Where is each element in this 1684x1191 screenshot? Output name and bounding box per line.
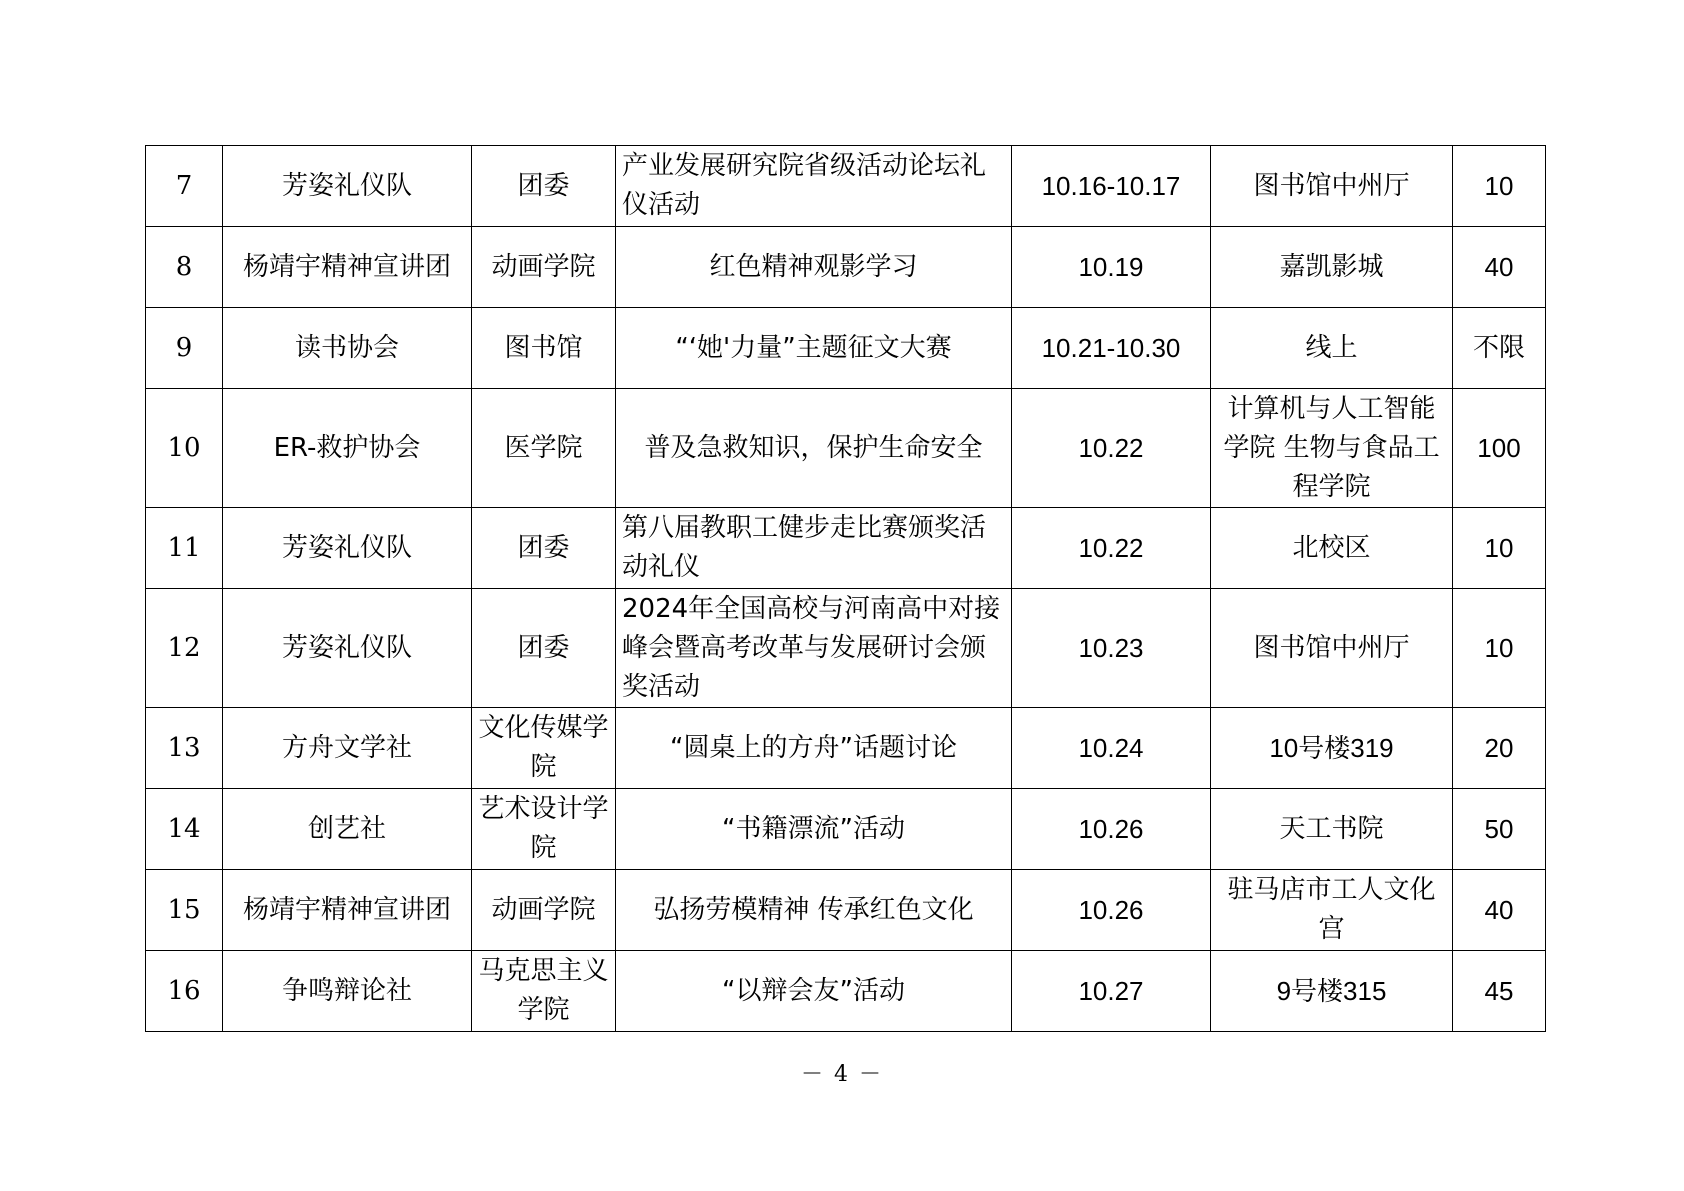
unit-cell: 动画学院 <box>472 227 616 308</box>
venue-cell: 北校区 <box>1211 508 1453 589</box>
table-row <box>146 870 1546 951</box>
activity-cell: 产业发展研究院省级活动论坛礼仪活动 <box>616 146 1012 227</box>
page-number: － 4 － <box>801 1062 883 1087</box>
table-row <box>146 146 1546 227</box>
activity-cell: 第八届教职工健步走比赛颁奖活动礼仪 <box>616 508 1012 589</box>
activity-cell: “书籍漂流”活动 <box>616 789 1012 870</box>
table-row <box>146 389 1546 508</box>
venue-cell: 9号楼315 <box>1211 951 1453 1032</box>
activity-cell: 红色精神观影学习 <box>616 227 1012 308</box>
unit-cell: 图书馆 <box>472 308 616 389</box>
activity-cell: “圆桌上的方舟”话题讨论 <box>616 708 1012 789</box>
venue-cell: 天工书院 <box>1211 789 1453 870</box>
row-number-cell: 9 <box>146 308 223 389</box>
table-row <box>146 227 1546 308</box>
activity-cell: “以辩会友”活动 <box>616 951 1012 1032</box>
date-cell: 10.26 <box>1012 789 1211 870</box>
count-cell: 20 <box>1453 708 1546 789</box>
count-cell: 不限 <box>1453 308 1546 389</box>
activity-cell: 普及急救知识，保护生命安全 <box>616 389 1012 508</box>
venue-cell: 计算机与人工智能学院 生物与食品工程学院 <box>1211 389 1453 508</box>
date-cell: 10.21-10.30 <box>1012 308 1211 389</box>
organization-cell: 争鸣辩论社 <box>223 951 472 1032</box>
unit-cell: 团委 <box>472 589 616 708</box>
activity-cell: 弘扬劳模精神 传承红色文化 <box>616 870 1012 951</box>
activity-schedule-table <box>145 145 1546 1032</box>
row-number-cell: 16 <box>146 951 223 1032</box>
unit-cell: 团委 <box>472 146 616 227</box>
organization-cell: 芳姿礼仪队 <box>223 508 472 589</box>
count-cell: 45 <box>1453 951 1546 1032</box>
row-number-cell: 12 <box>146 589 223 708</box>
count-cell: 40 <box>1453 870 1546 951</box>
unit-cell: 文化传媒学院 <box>472 708 616 789</box>
row-number-cell: 14 <box>146 789 223 870</box>
unit-cell: 马克思主义学院 <box>472 951 616 1032</box>
venue-cell: 驻马店市工人文化宫 <box>1211 870 1453 951</box>
date-cell: 10.23 <box>1012 589 1211 708</box>
activity-cell: 2024年全国高校与河南高中对接峰会暨高考改革与发展研讨会颁奖活动 <box>616 589 1012 708</box>
row-number-cell: 11 <box>146 508 223 589</box>
table-row <box>146 308 1546 389</box>
table-row <box>146 508 1546 589</box>
date-cell: 10.19 <box>1012 227 1211 308</box>
table-row <box>146 789 1546 870</box>
organization-cell: ER-救护协会 <box>223 389 472 508</box>
organization-cell: 杨靖宇精神宣讲团 <box>223 870 472 951</box>
date-cell: 10.22 <box>1012 508 1211 589</box>
date-cell: 10.26 <box>1012 870 1211 951</box>
activity-cell: “‘她'力量”主题征文大赛 <box>616 308 1012 389</box>
date-cell: 10.22 <box>1012 389 1211 508</box>
unit-cell: 医学院 <box>472 389 616 508</box>
table-row <box>146 589 1546 708</box>
unit-cell: 艺术设计学院 <box>472 789 616 870</box>
venue-cell: 图书馆中州厅 <box>1211 589 1453 708</box>
row-number-cell: 13 <box>146 708 223 789</box>
venue-cell: 线上 <box>1211 308 1453 389</box>
venue-cell: 嘉凯影城 <box>1211 227 1453 308</box>
organization-cell: 读书协会 <box>223 308 472 389</box>
unit-cell: 动画学院 <box>472 870 616 951</box>
count-cell: 100 <box>1453 389 1546 508</box>
organization-cell: 创艺社 <box>223 789 472 870</box>
count-cell: 40 <box>1453 227 1546 308</box>
organization-cell: 杨靖宇精神宣讲团 <box>223 227 472 308</box>
unit-cell: 团委 <box>472 508 616 589</box>
count-cell: 50 <box>1453 789 1546 870</box>
count-cell: 10 <box>1453 146 1546 227</box>
organization-cell: 方舟文学社 <box>223 708 472 789</box>
date-cell: 10.24 <box>1012 708 1211 789</box>
row-number-cell: 7 <box>146 146 223 227</box>
organization-cell: 芳姿礼仪队 <box>223 146 472 227</box>
count-cell: 10 <box>1453 589 1546 708</box>
date-cell: 10.27 <box>1012 951 1211 1032</box>
date-cell: 10.16-10.17 <box>1012 146 1211 227</box>
row-number-cell: 15 <box>146 870 223 951</box>
table-row <box>146 951 1546 1032</box>
count-cell: 10 <box>1453 508 1546 589</box>
row-number-cell: 10 <box>146 389 223 508</box>
table-row <box>146 708 1546 789</box>
row-number-cell: 8 <box>146 227 223 308</box>
venue-cell: 图书馆中州厅 <box>1211 146 1453 227</box>
venue-cell: 10号楼319 <box>1211 708 1453 789</box>
organization-cell: 芳姿礼仪队 <box>223 589 472 708</box>
